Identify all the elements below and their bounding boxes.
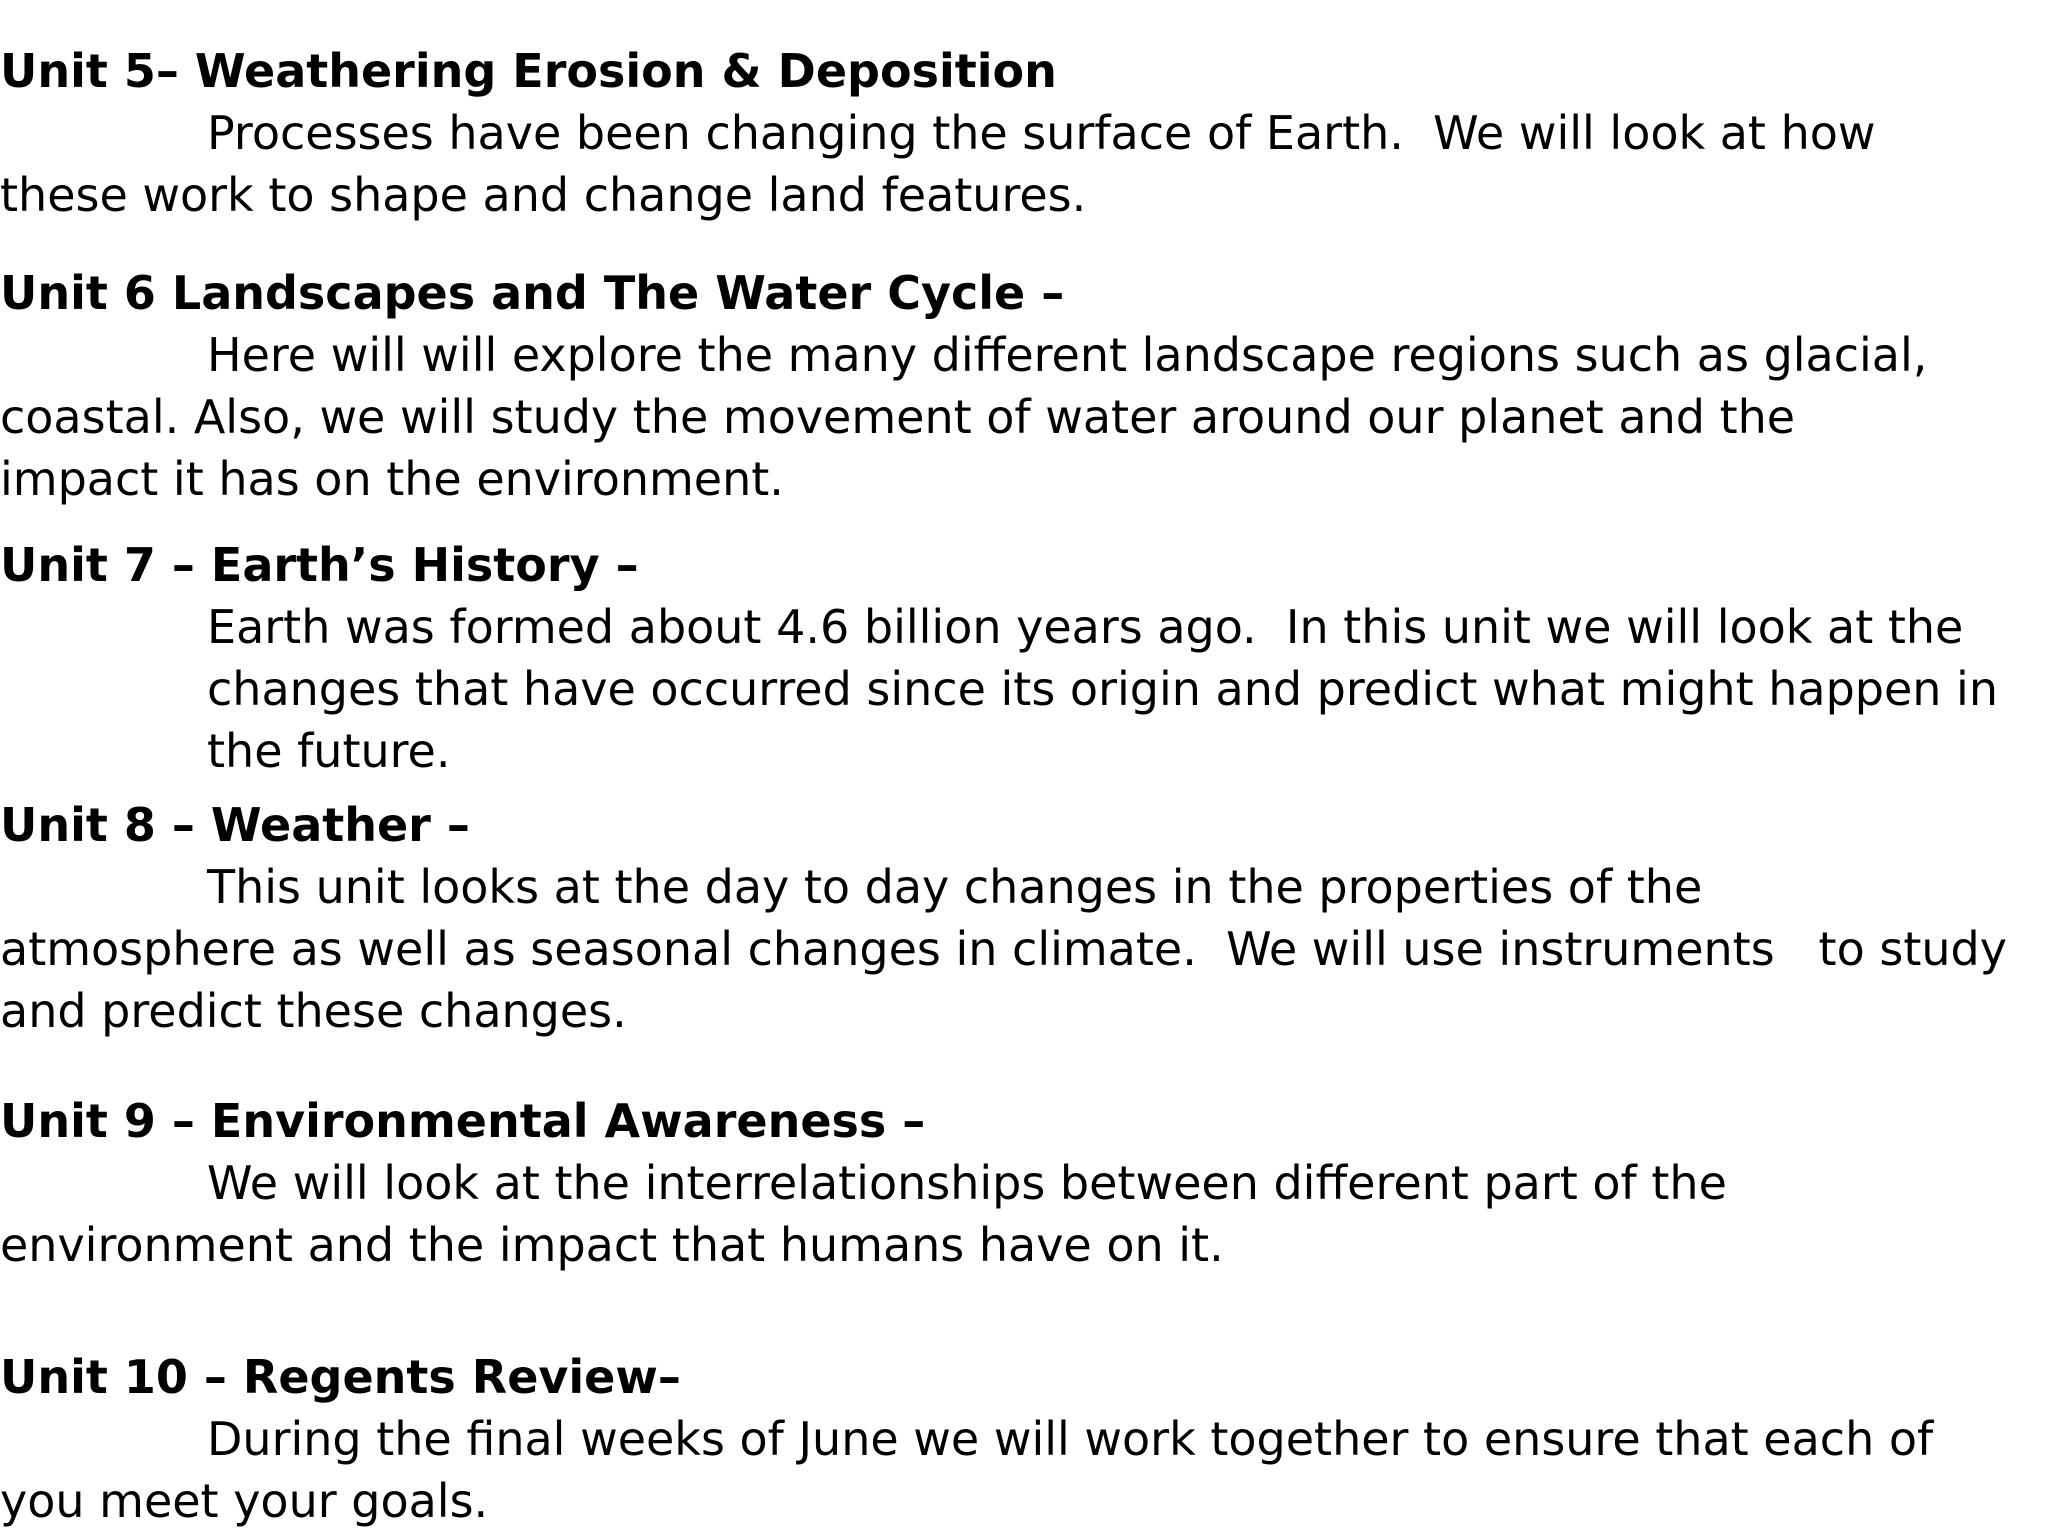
unit-6-body-line: coastal. Also, we will study the movement of water around our planet and the [0, 390, 1796, 444]
unit-7-body-line: the future. [207, 724, 451, 778]
unit-9-heading: Unit 9 – Environmental Awareness – [0, 1094, 926, 1148]
unit-7-body-line: Earth was formed about 4.6 billion years ago. In this unit we will look at the [207, 600, 1964, 654]
unit-10-body-line: you meet your goals. [0, 1474, 489, 1528]
unit-6-body-line: impact it has on the environment. [0, 452, 784, 506]
unit-9-body-line: environment and the impact that humans have on it. [0, 1218, 1224, 1272]
unit-7-heading: Unit 7 – Earth’s History – [0, 538, 639, 592]
unit-6-body-line: Here will will explore the many different landscape regions such as glacial, [207, 328, 1928, 382]
unit-6-heading: Unit 6 Landscapes and The Water Cycle – [0, 266, 1065, 320]
unit-8-body-line: and predict these changes. [0, 984, 627, 1038]
unit-7-body-line: changes that have occurred since its origin and predict what might happen in [207, 662, 1998, 716]
unit-8-heading: Unit 8 – Weather – [0, 798, 470, 852]
unit-9-body-line: We will look at the interrelationships between different part of the [207, 1156, 1727, 1210]
unit-5-body-line: Processes have been changing the surface of Earth. We will look at how [207, 106, 1876, 160]
unit-10-body-line: During the final weeks of June we will work together to ensure that each of [207, 1412, 1934, 1466]
unit-10-heading: Unit 10 – Regents Review– [0, 1350, 681, 1404]
unit-8-body-line: This unit looks at the day to day changes in the properties of the [207, 860, 1703, 914]
unit-5-heading: Unit 5– Weathering Erosion & Deposition [0, 44, 1057, 98]
unit-5-body-line: these work to shape and change land features. [0, 168, 1087, 222]
unit-8-body-line: atmosphere as well as seasonal changes in climate. We will use instruments to study [0, 922, 2007, 976]
